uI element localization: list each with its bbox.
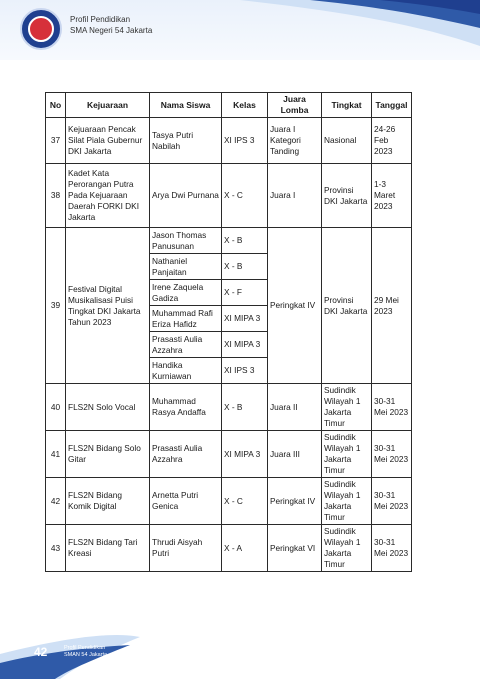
cell-juara: Peringkat IV — [268, 228, 322, 384]
cell-tanggal: 30-31 Mei 2023 — [372, 384, 412, 431]
header-tingkat: Tingkat — [322, 93, 372, 118]
cell-nama-siswa: Tasya Putri Nabilah — [150, 118, 222, 164]
cell-tingkat: Sudindik Wilayah 1 Jakarta Timur — [322, 384, 372, 431]
cell-tingkat: Sudindik Wilayah 1 Jakarta Timur — [322, 525, 372, 572]
cell-tanggal: 30-31 Mei 2023 — [372, 431, 412, 478]
header-kejuaraan: Kejuaraan — [66, 93, 150, 118]
cell-kelas: XI IPS 3 — [222, 118, 268, 164]
cell-tingkat: Provinsi DKI Jakarta — [322, 164, 372, 228]
cell-kejuaraan: FLS2N Bidang Komik Digital — [66, 478, 150, 525]
cell-kelas: X - A — [222, 525, 268, 572]
page-number: 42 — [34, 645, 48, 659]
cell-juara: Juara III — [268, 431, 322, 478]
cell-juara: Juara II — [268, 384, 322, 431]
cell-nama-siswa: Muhammad Rafi Eriza Hafidz — [150, 306, 222, 332]
cell-tanggal: 29 Mei 2023 — [372, 228, 412, 384]
cell-tanggal: 30-31 Mei 2023 — [372, 478, 412, 525]
cell-kelas: X - F — [222, 280, 268, 306]
cell-kejuaraan: Kejuaraan Pencak Silat Piala Gubernur DKI Jakarta — [66, 118, 150, 164]
cell-kelas: XI MIPA 3 — [222, 306, 268, 332]
cell-nama-siswa: Thrudi Aisyah Putri — [150, 525, 222, 572]
cell-no: 38 — [46, 164, 66, 228]
footer-text — [64, 645, 107, 659]
cell-kelas: X - B — [222, 228, 268, 254]
cell-kelas: XI IPS 3 — [222, 358, 268, 384]
cell-kelas: X - B — [222, 384, 268, 431]
cell-kelas: X - C — [222, 164, 268, 228]
cell-nama-siswa: Prasasti Aulia Azzahra — [150, 431, 222, 478]
cell-tanggal: 24-26 Feb 2023 — [372, 118, 412, 164]
table-body — [46, 118, 412, 572]
cell-juara: Peringkat VI — [268, 525, 322, 572]
cell-nama-siswa: Prasasti Aulia Azzahra — [150, 332, 222, 358]
cell-kelas: XI MIPA 3 — [222, 332, 268, 358]
cell-tingkat: Sudindik Wilayah 1 Jakarta Timur — [322, 478, 372, 525]
cell-tingkat: Sudindik Wilayah 1 Jakarta Timur — [322, 431, 372, 478]
cell-no: 43 — [46, 525, 66, 572]
cell-nama-siswa: Muhammad Rasya Andaffa — [150, 384, 222, 431]
header-no: No — [46, 93, 66, 118]
achievement-table — [45, 92, 412, 572]
cell-tanggal: 30-31 Mei 2023 — [372, 525, 412, 572]
table-header-row — [46, 93, 412, 118]
header-line-2: SMA Negeri 54 Jakarta — [70, 26, 153, 35]
cell-no: 41 — [46, 431, 66, 478]
footer-line-2: SMAN 54 Jakarta — [64, 652, 108, 658]
cell-juara: Juara I — [268, 164, 322, 228]
table-row — [46, 164, 412, 228]
table-row — [46, 478, 412, 525]
header-kelas: Kelas — [222, 93, 268, 118]
cell-nama-siswa: Irene Zaquela Gadiza — [150, 280, 222, 306]
cell-kelas: X - B — [222, 254, 268, 280]
header-text — [70, 14, 152, 36]
cell-tingkat: Provinsi DKI Jakarta — [322, 228, 372, 384]
header-line-1: Profil Pendidikan — [70, 15, 131, 24]
header-swoosh — [180, 0, 480, 60]
school-logo — [20, 8, 62, 50]
table-row — [46, 525, 412, 572]
cell-nama-siswa: Jason Thomas Panusunan — [150, 228, 222, 254]
table-row — [46, 228, 412, 254]
cell-no: 39 — [46, 228, 66, 384]
cell-no: 42 — [46, 478, 66, 525]
cell-nama-siswa: Nathaniel Panjaitan — [150, 254, 222, 280]
cell-kelas: XI MIPA 3 — [222, 431, 268, 478]
cell-kelas: X - C — [222, 478, 268, 525]
cell-kejuaraan: FLS2N Solo Vocal — [66, 384, 150, 431]
cell-no: 37 — [46, 118, 66, 164]
table-row — [46, 431, 412, 478]
cell-nama-siswa: Arnetta Putri Genica — [150, 478, 222, 525]
cell-nama-siswa: Handika Kurniawan — [150, 358, 222, 384]
table-row — [46, 118, 412, 164]
cell-tanggal: 1-3 Maret 2023 — [372, 164, 412, 228]
cell-kejuaraan: Festival Digital Musikalisasi Puisi Tingkat DKI Jakarta Tahun 2023 — [66, 228, 150, 384]
cell-kejuaraan: FLS2N Bidang Tari Kreasi — [66, 525, 150, 572]
header-tanggal: Tanggal — [372, 93, 412, 118]
cell-no: 40 — [46, 384, 66, 431]
header-juara-lomba: Juara Lomba — [268, 93, 322, 118]
cell-juara: Juara I Kategori Tanding — [268, 118, 322, 164]
header-nama-siswa: Nama Siswa — [150, 93, 222, 118]
cell-tingkat: Nasional — [322, 118, 372, 164]
table-row — [46, 384, 412, 431]
cell-kejuaraan: Kadet Kata Perorangan Putra Pada Kejuaraan Daerah FORKI DKI Jakarta — [66, 164, 150, 228]
cell-nama-siswa: Arya Dwi Purnana — [150, 164, 222, 228]
footer-line-1: Profil Pendidikan — [64, 645, 106, 651]
cell-kejuaraan: FLS2N Bidang Solo Gitar — [66, 431, 150, 478]
cell-juara: Peringkat IV — [268, 478, 322, 525]
